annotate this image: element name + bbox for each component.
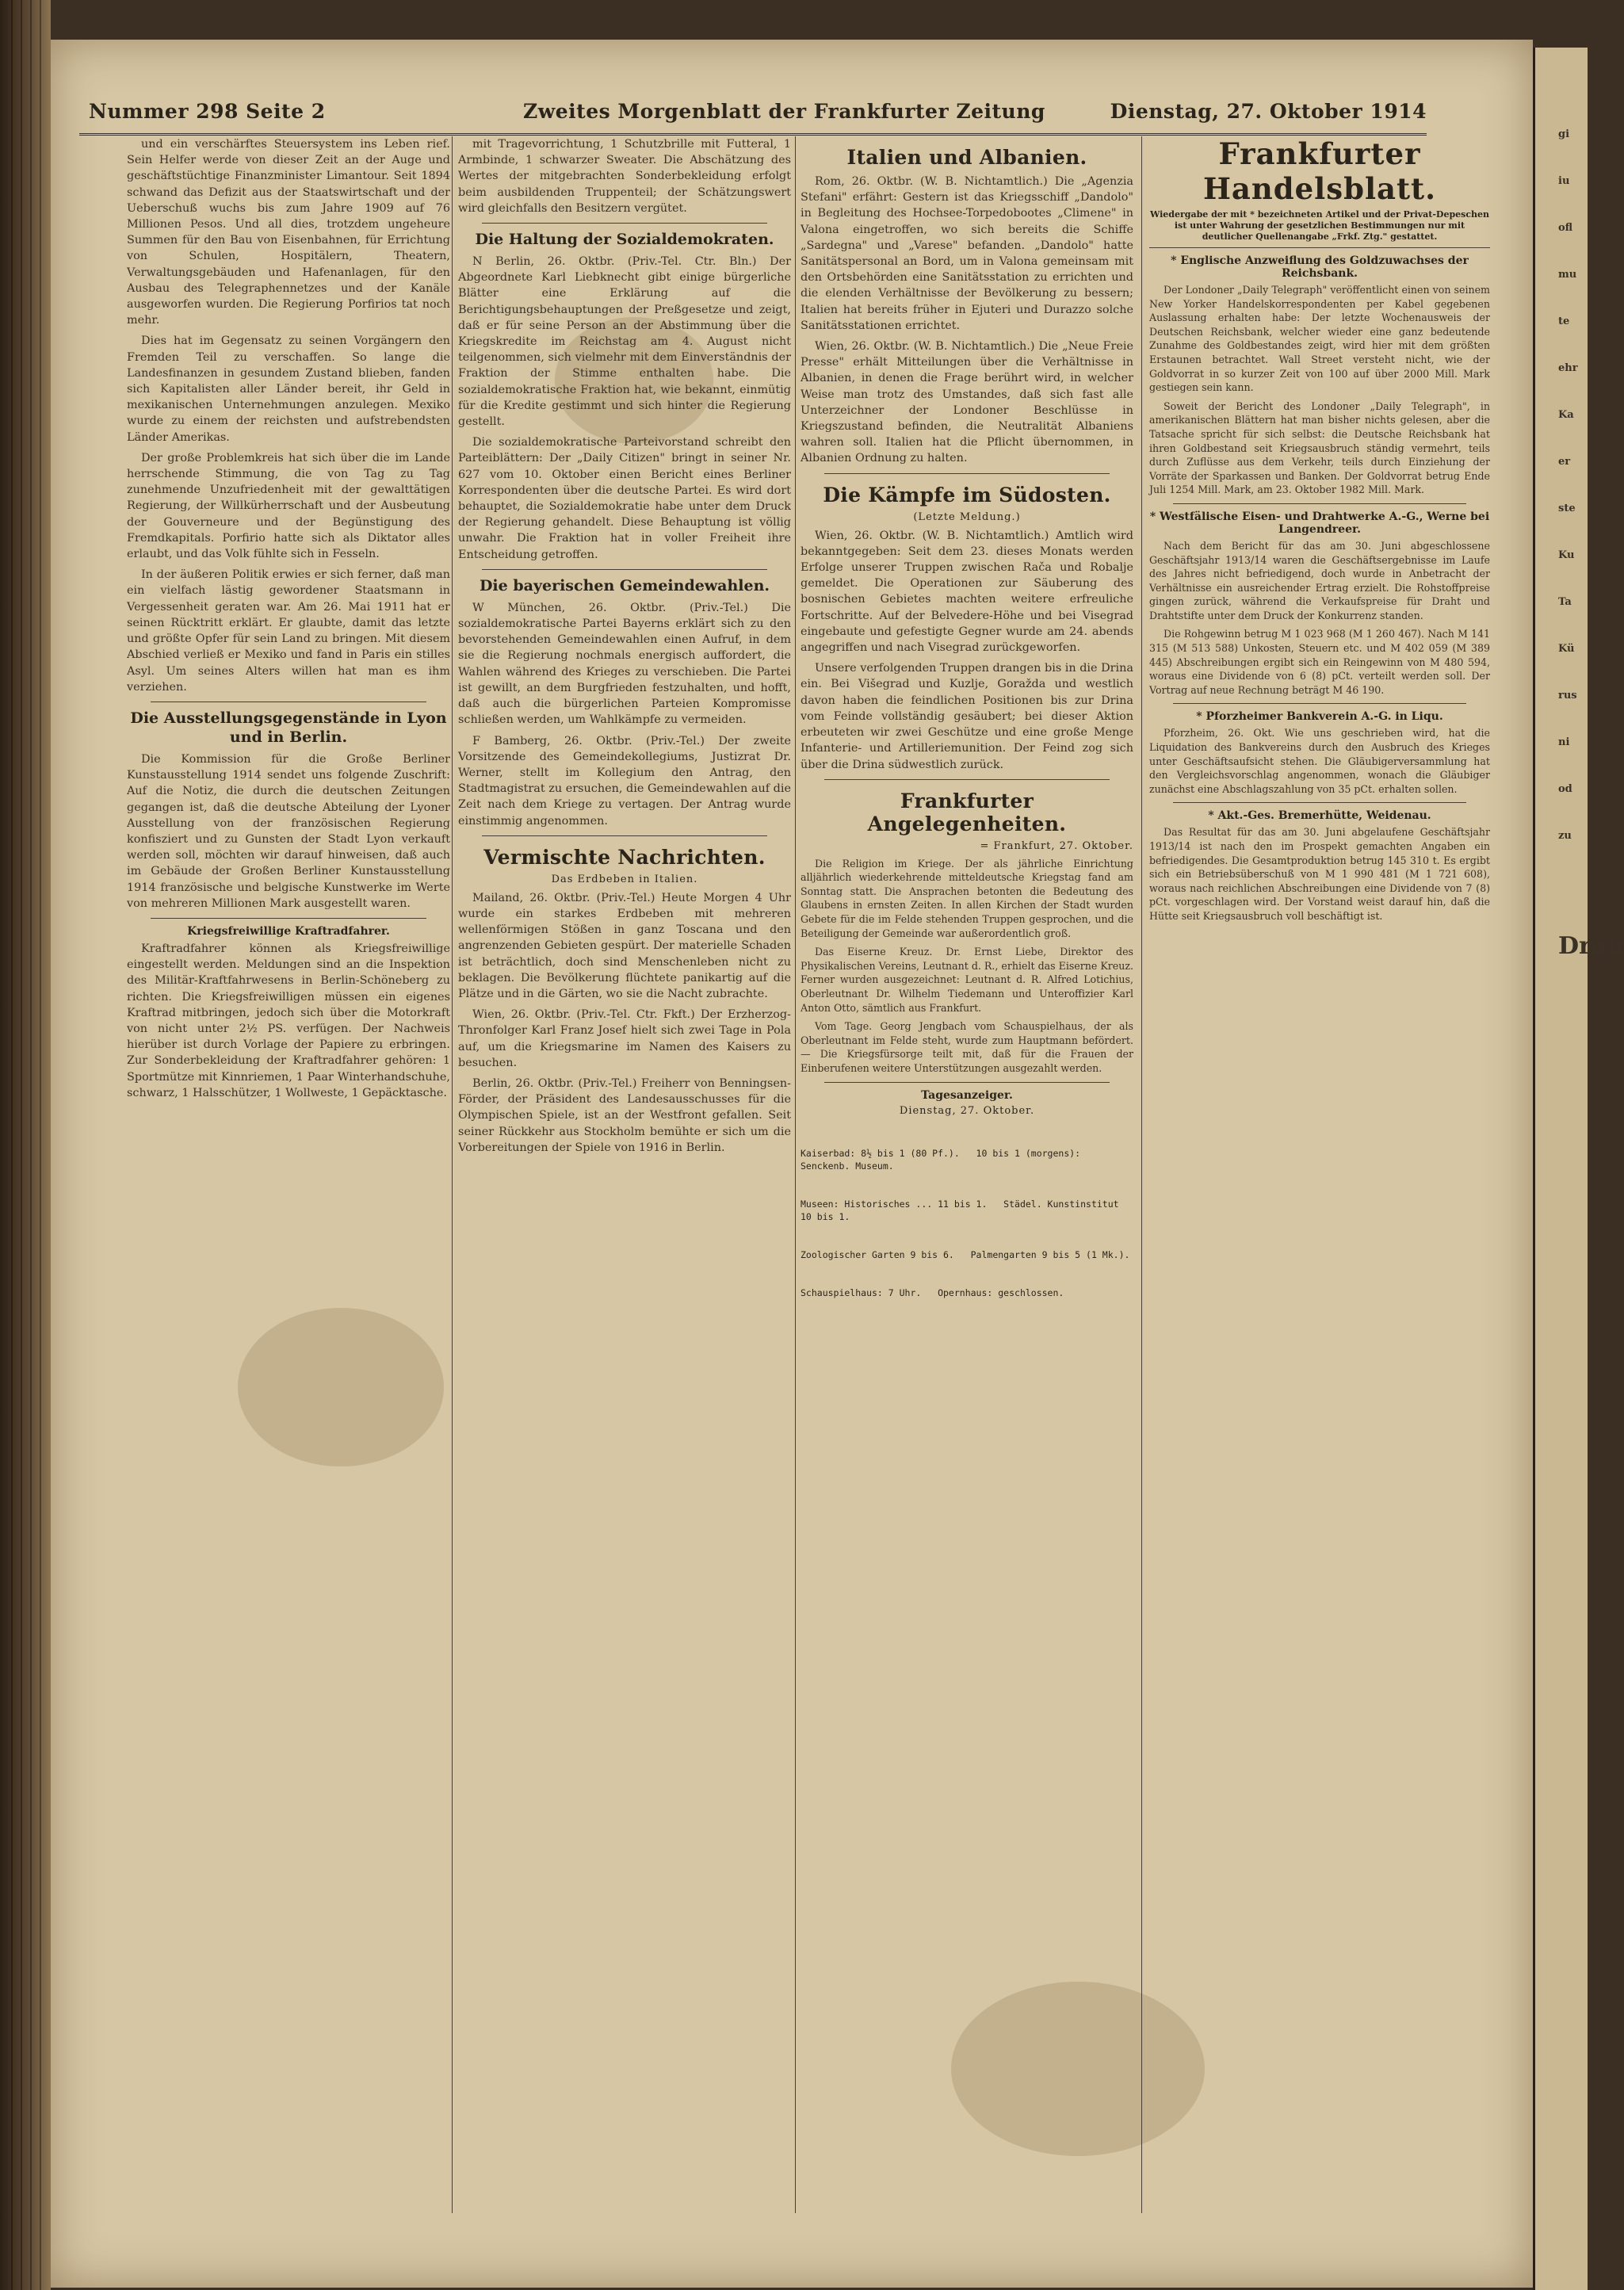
fragment: iu (1558, 175, 1570, 187)
headline-westfaelische: * Westfälische Eisen- und Drahtwerke A.-G., Werne bei Langendreer. (1149, 510, 1490, 536)
article-text: Die Religion im Kriege. Der als jährliche Einrichtung alljährlich wiederkehrende mitteldeutsche Kriegstag fand am Sonntag statt. Die Ansprachen betonten die Bedeutung des Glaubens in ernsten Zeiten. In allen Kirchen der Stadt wurden Gebete für die im Felde stehenden Truppen gesprochen, und die Beteiligung der Gemeinde war außerordentlich groß. (801, 857, 1133, 939)
table-row: Schauspielhaus: 7 Uhr. Opernhaus: geschlossen. (801, 1286, 1064, 1298)
article-text: Rom, 26. Oktbr. (W. B. Nichtamtlich.) Die „Agenzia Stefani" erfährt: Gestern ist das Kriegsschiff „Dandolo" in Begleitung des Hochsee-Torpedobootes „Climene" in Valona eingetroffen, wo sich bereits die Schiffe „Sardegna" und „Varese" befanden. „Dandolo" hatte Sanitätspersonal an Bord, um in Valona gemeinsam mit den Ortsbehörden eine Sanitätsstation zu errichten und die elenden Verhältnisse der Bevölkerung zu bessern; Italien hat bereits früher in Ejuteri und Durazzo solche Sanitätsstationen errichtet. (801, 175, 1133, 332)
headline-italien: Italien und Albanien. (846, 146, 1087, 169)
page-number: Nummer 298 Seite 2 (89, 100, 326, 123)
fragment: ofl (1558, 222, 1573, 234)
article-text: Die sozialdemokratische Parteivorstand schreibt den Parteiblättern: Der „Daily Citizen" bringt in seiner Nr. 627 vom 10. Oktober einen Bericht eines Berliner Korrespondenten über die deutsche Partei. Es wird dort behauptet, die Sozialdemokratie habe unter dem Druck der Regierung gehandelt. Diese Behauptung ist völlig unwahr. Die Fraktion hat in voller Freiheit ihre Entscheidung getroffen. (458, 436, 791, 561)
article-text: Der große Problemkreis hat sich über die im Lande herrschende Stimmung, die von Tag zu Tag zunehmende Unzufriedenheit mit der gewalttätigen Regierung, der Willkürherrschaft und der Ausbeutung der Gouverneure und der Begünstigung des Fremdkapitals. Porfirio hatte sich als Diktator alles erlaubt, und das Volk fühlte sich in Fesseln. (127, 451, 450, 561)
headline-lyon: Die Ausstellungsgegenstände in Lyon und in Berlin. (130, 709, 447, 746)
article-text: Das Resultat für das am 30. Juni abgelaufene Geschäftsjahr 1913/14 ist nach den im Prospekt gemachten Angaben ein befriedigendes. Die Gesamtproduktion betrug 145 310 t. Es ergibt sich ein Betriebsüberschuß von M 1 990 481 (M 1 721 608), woraus nach reichlichen Abschreibungen eine Dividende von 7 (8) pCt. vorgeschlagen wird. Der Vorstand weist darauf hin, daß die Hütte seit Kriegsausbruch voll beschäftigt ist. (1149, 826, 1490, 922)
edition-title: Zweites Morgenblatt der Frankfurter Zeitung (523, 100, 1045, 123)
column-3 (801, 136, 1133, 2215)
fragment: ehr (1558, 362, 1578, 374)
fragment: gi (1558, 128, 1570, 140)
headline-kaempfe: Die Kämpfe im Südosten. (823, 483, 1111, 507)
headline-frankfurt: Frankfurter Angelegenheiten. (867, 789, 1067, 835)
page-header (79, 97, 1427, 136)
fragment: te (1558, 315, 1570, 327)
article-text: mit Tragevorrichtung, 1 Schutzbrille mit Futteral, 1 Armbinde, 1 schwarzer Sweater. Die Abschätzung des Wertes der mitgebrachten Sonderbekleidung erfolgt beim ausbildenden Truppenteil; der Schätzungswert wird gleichfalls den Besitzern vergütet. (458, 138, 791, 215)
article-text: In der äußeren Politik erwies er sich ferner, daß man ein vielfach lästig gewordener Staatsmann in Vergessenheit geraten war. Am 26. Mai 1911 hat er seinen Rücktritt erklärt. Er glaubte, damit das letzte und größte Opfer für sein Land zu bringen. Mit diesem Abschied verließ er Mexiko und fand in Paris ein stilles Asyl. Um seines Alters willen hat man es ihm verziehen. (127, 568, 450, 694)
fragment: Ku (1558, 549, 1575, 561)
headline-goldzuwachs: * Englische Anzweiflung des Goldzuwachses der Reichsbank. (1171, 254, 1469, 280)
article-text: Der Londoner „Daily Telegraph" veröffentlicht einen von seinem New Yorker Handelskorrespondenten per Kabel gegebenen Auslassung erhalten habe: Der letzte Wochenausweis der Deutschen Reichsbank, welcher wieder eine ganz bedeutende Zunahme des Goldbestandes zeigt, wird hier mit dem größten Erstaunen betrachtet. Wall Street versteht nicht, wie der Goldvorrat in so kurzer Zeit von 100 auf über 2000 Mill. Mark gestiegen sein kann. (1149, 284, 1490, 394)
table-row: Museen: Historisches ... 11 bis 1. Städel. Kunstinstitut 10 bis 1. (801, 1198, 1125, 1222)
article-text: Vom Tage. Georg Jengbach vom Schauspielhaus, der als Oberleutnant im Felde steht, wurde zum Hauptmann befördert. — Die Kriegsfürsorge teilt mit, daß für die Frauen der Einberufenen weitere Unterstützungen ausgezahlt werden. (801, 1020, 1133, 1075)
article-text: F Bamberg, 26. Oktbr. (Priv.-Tel.) Der zweite Vorsitzende des Gemeindekollegiums, Justizrat Dr. Werner, stellt im Kollegium den Antrag, den Stadtmagistrat zu ersuchen, die Gemeindewahlen auf die Zeit nach dem Kriege zu vertagen. Der Antrag wurde einstimmig angenommen. (458, 734, 791, 828)
article-text: N Berlin, 26. Oktbr. (Priv.-Tel. Ctr. Bln.) Der Abgeordnete Karl Liebknecht gibt einige bürgerliche Blätter eine Erklärung auf die Berichtigungsbehauptungen der Preßgesetze und zeigt, daß er für seine Person an der Abstimmung über die Kriegskredite im Reichstag am 4. August nicht teilgenommen, sich vielmehr mit dem Einverständnis der Fraktion der Stimme enthalten habe. Die sozialdemokratische Fraktion hat, wie bekannt, einmütig für die Kredite gestimmt und sich hinter die Regierung gestellt. (458, 255, 791, 429)
article-text: Das Eiserne Kreuz. Dr. Ernst Liebe, Direktor des Physikalischen Vereins, Leutnant d. R., erhielt das Eiserne Kreuz. Ferner wurden ausgezeichnet: Leutnant d. R. Alfred Lotichius, Oberleutnant Dr. Wilhelm Tiedemann und Unteroffizier Karl Anton Otto, sämtlich aus Frankfurt. (801, 946, 1133, 1014)
copyright-note: Wiedergabe der mit * bezeichneten Artikel und der Privat-Depeschen ist unter Wahrung der gesetzlichen Bestimmungen nur mit deutlicher Quellenangabe „Frkf. Ztg." gestattet. (1149, 209, 1490, 248)
dateline: = Frankfurt, 27. Oktober. (980, 839, 1133, 852)
article-text: Die Kommission für die Große Berliner Kunstausstellung 1914 sendet uns folgende Zuschrift: Auf die Notiz, die durch die deutschen Zeitungen gegangen ist, daß die deutsche Abteilung der Lyoner Ausstellung von der französischen Regierung konfisziert und zu Gunsten der Stadt Lyon verkauft werden soll, möchten wir darauf hinweisen, daß auch im Gebäude der Großen Berliner Kunstausstellung 1914 französische und belgische Kunstwerke im Werte von mehreren Millionen Mark ausgestellt waren. (127, 752, 450, 910)
headline-kraftradfahrer: Kriegsfreiwillige Kraftradfahrer. (187, 924, 390, 938)
fragment: ni (1558, 736, 1570, 748)
column-rule (1141, 136, 1142, 2213)
facing-page-heading: Drah (1558, 932, 1624, 960)
article-text: Wien, 26. Oktbr. (W. B. Nichtamtlich.) Amtlich wird bekanntgegeben: Seit dem 23. dieses Monats werden Erfolge unserer Truppen zwischen Rača und Robalje gemeldet. Die Operationen zur Säuberung des bosnischen Gebietes machten weitere erfreuliche Fortschritte. Auf der Belvedere-Höhe und bei Visegrad eingebaute und gefestigte Gegner wurde am 24. abends angegriffen und nach Visegrad zurückgeworfen. (801, 529, 1133, 655)
headline-gemeindewahlen: Die bayerischen Gemeindewahlen. (479, 576, 770, 594)
fragment: Ka (1558, 409, 1574, 421)
fragment: ste (1558, 503, 1576, 514)
fragment: mu (1558, 269, 1577, 281)
column-2 (458, 136, 791, 2215)
headline-vermischte: Vermischte Nachrichten. (483, 845, 766, 869)
article-text: Mailand, 26. Oktbr. (Priv.-Tel.) Heute Morgen 4 Uhr wurde ein starkes Erdbeben mit mehreren wellenförmigen Stößen in ganz Toscana und den angrenzenden Gebieten gespürt. Der materielle Schaden ist beträchtlich, doch sind Menschenleben nicht zu beklagen. Die Bevölkerung flüchtete panikartig auf die Plätze und in die Gärten, wo sie die Nacht zubrachte. (458, 891, 791, 1000)
article-text: Kraftradfahrer können als Kriegsfreiwillige eingestellt werden. Meldungen sind an die Inspektion des Militär-Kraftfahrwesens in Berlin-Schöneberg zu richten. Die Kriegsfreiwilligen müssen ein eigenes Kraftrad mitbringen, jedoch sich über die Motorkraft von nicht unter 2½ PS. verfügen. Der Nachweis hierüber ist durch Vorlage der Papiere zu erbringen. Zur Sonderbekleidung der Kraftradfahrer gehören: 1 Sportmütze mit Kinnriemen, 1 Paar Winterhandschuhe, schwarz, 1 Halsschützer, 1 Wollweste, 1 Gepäcktasche. (127, 942, 450, 1099)
article-text: und ein verschärftes Steuersystem ins Leben rief. Sein Helfer werde von dieser Zeit an der Auge und geschäftstüchtige Finanzminister Limantour. Seit 1894 schwand das Defizit aus der Staatswirtschaft und der Ueberschuß wuchs bis zum Jahre 1909 auf 76 Millionen Pesos. Und all dies, trotzdem ungeheure Summen für den Bau von Eisenbahnen, für Errichtung von Schulen, Hospitälern, Theatern, Verwaltungsgebäuden und Hafenanlagen, für den Ausbau des Telegraphennetzes und der Kanäle ausgeworfen wurden. Die Regierung Porfirios tat noch mehr. (127, 138, 450, 327)
headline-bremerhuette: * Akt.-Ges. Bremerhütte, Weidenau. (1208, 809, 1431, 823)
article-text: W München, 26. Oktbr. (Priv.-Tel.) Die sozialdemokratische Partei Bayerns erklärt sich zu den bevorstehenden Gemeindewahlen einen Aufruf, in dem sie die Regierung nochmals energisch auffordert, die Wahlen während des Krieges zu verschieben. Die Partei ist gewillt, an dem Burgfrieden festzuhalten, und hofft, daß auch die bürgerlichen Parteien Kompromisse schließen werden, um Wahlkämpfe zu vermeiden. (458, 601, 791, 727)
article-text: Unsere verfolgenden Truppen drangen bis in die Drina ein. Bei Višegrad und Kuzlje, Goražda und westlich davon haben die feindlichen Positionen bis zur Drina vom Feinde vollständig gesäubert; bei dieser Aktion erbeuteten wir zwei Geschütze und eine große Menge Infanterie- und Artilleriemunition. Der Feind zog sich über die Drina südwestlich zurück. (801, 662, 1133, 771)
article-text: Wien, 26. Oktbr. (W. B. Nichtamtlich.) Die „Neue Freie Presse" erhält Mitteilungen über die Verhältnisse in Albanien, in denen die Frage berührt wird, in welcher Weise man trotz des Umstandes, daß sich fast alle Unterzeichner der Londoner Beschlüsse in Kriegszustand befinden, die Neutralität Albaniens wahren soll. Italien hat die Pflicht übernommen, in Albanien Ordnung zu halten. (801, 340, 1133, 465)
book-binding (0, 0, 51, 2290)
headline-sozialdemokraten: Die Haltung der Sozialdemokraten. (475, 231, 774, 249)
fragment: rus (1558, 690, 1577, 702)
article-text: Wien, 26. Oktbr. (Priv.-Tel. Ctr. Fkft.) Der Erzherzog-Thronfolger Karl Franz Josef hielt sich zwei Tage in Pola auf, um die Kriegsmarine im Namen des Kaisers zu besuchen. (458, 1008, 791, 1069)
tagesanzeiger-table (801, 1122, 1133, 1325)
issue-date: Dienstag, 27. Oktober 1914 (1110, 100, 1427, 123)
headline-pforzheimer: * Pforzheimer Bankverein A.-G. in Liqu. (1196, 710, 1443, 724)
facing-page-text (1558, 127, 1624, 960)
subheadline-erdbeben: Das Erdbeben in Italien. (551, 873, 698, 885)
article-text: Pforzheim, 26. Okt. Wie uns geschrieben wird, hat die Liquidation des Bankvereins durch den Ausbruch des Krieges unter Geschäftsaufsicht stehen. Die Gläubigerversammlung hat den Vergleichsvorschlag angenommen, wonach die Gläubiger zunächst eine Abschlagszahlung von 35 pCt. erhalten sollen. (1149, 727, 1490, 795)
handelsblatt-masthead: Frankfurter Handelsblatt. (1202, 136, 1437, 206)
subheadline-meldung: (Letzte Meldung.) (913, 510, 1021, 523)
headline-tagesanzeiger: Tagesanzeiger. (921, 1088, 1013, 1102)
fragment: zu (1558, 830, 1572, 842)
table-row: Kaiserbad: 8½ bis 1 (80 Pf.). 10 bis 1 (morgens): Senckenb. Museum. (801, 1147, 1087, 1172)
column-1 (127, 136, 450, 2215)
article-text: Die Rohgewinn betrug M 1 023 968 (M 1 260 467). Nach M 141 315 (M 513 588) Unkosten, Steuern etc. und M 402 059 (M 389 445) Abschreibungen ergibt sich ein Reingewinn von M 480 594, woraus eine Dividende von 6 (8) pCt. verteilt werden soll. Der Vortrag auf neue Rechnung beträgt M 46 190. (1149, 628, 1490, 696)
table-row: Zoologischer Garten 9 bis 6. Palmengarten 9 bis 5 (1 Mk.). (801, 1248, 1130, 1260)
column-rule (795, 136, 796, 2213)
fragment: Ta (1558, 596, 1572, 608)
article-text: Soweit der Bericht des Londoner „Daily Telegraph", in amerikanischen Blättern hat man bisher nichts gelesen, aber die Tatsache spricht für sich selbst: die Deutsche Reichsbank hat ihren Goldbestand seit Kriegsausbruch ständig vermehrt, teils durch Zuflüsse aus dem Verkehr, teils durch Einziehung der Vorräte der Sparkassen und Banken. Der Goldvorrat betrug Ende Juli 1254 Mill. Mark, am 23. Oktober 1982 Mill. Mark. (1149, 400, 1490, 496)
column-rule (452, 136, 453, 2213)
tagesanzeiger-date: Dienstag, 27. Oktober. (899, 1104, 1035, 1117)
article-text: Dies hat im Gegensatz zu seinen Vorgängern den Fremden Teil zu verschaffen. So lange die Landesfinanzen in gesundem Zustand blieben, fanden sich Kapitalisten aller Länder bereit, ihr Geld in mexikanischen Unternehmungen anzulegen. Mexiko wurde zu einem der reichsten und aufstrebendsten Länder Amerikas. (127, 335, 450, 444)
fragment: od (1558, 783, 1572, 795)
article-text: Nach dem Bericht für das am 30. Juni abgeschlossene Geschäftsjahr 1913/14 waren die Geschäftsergebnisse im Laufe des Jahres nicht befriedigend, doch wurde in Anbetracht der Verhältnisse ein ausreichender Ertrag erzielt. Die Rohstoffpreise gingen zurück, während die Verkaufspreise für Draht und Drahtstifte unter dem Druck der Konkurrenz standen. (1149, 539, 1490, 621)
column-4 (1149, 136, 1490, 2215)
fragment: er (1558, 456, 1571, 468)
article-text: Berlin, 26. Oktbr. (Priv.-Tel.) Freiherr von Benningsen-Förder, der Präsident des Landesausschusses für die Olympischen Spiele, ist an der Westfront gefallen. Seit seiner Rückkehr aus Stockholm bemühte er sich um die Vorbereitungen der Spiele von 1916 in Berlin. (458, 1076, 791, 1154)
fragment: Kü (1558, 643, 1575, 655)
